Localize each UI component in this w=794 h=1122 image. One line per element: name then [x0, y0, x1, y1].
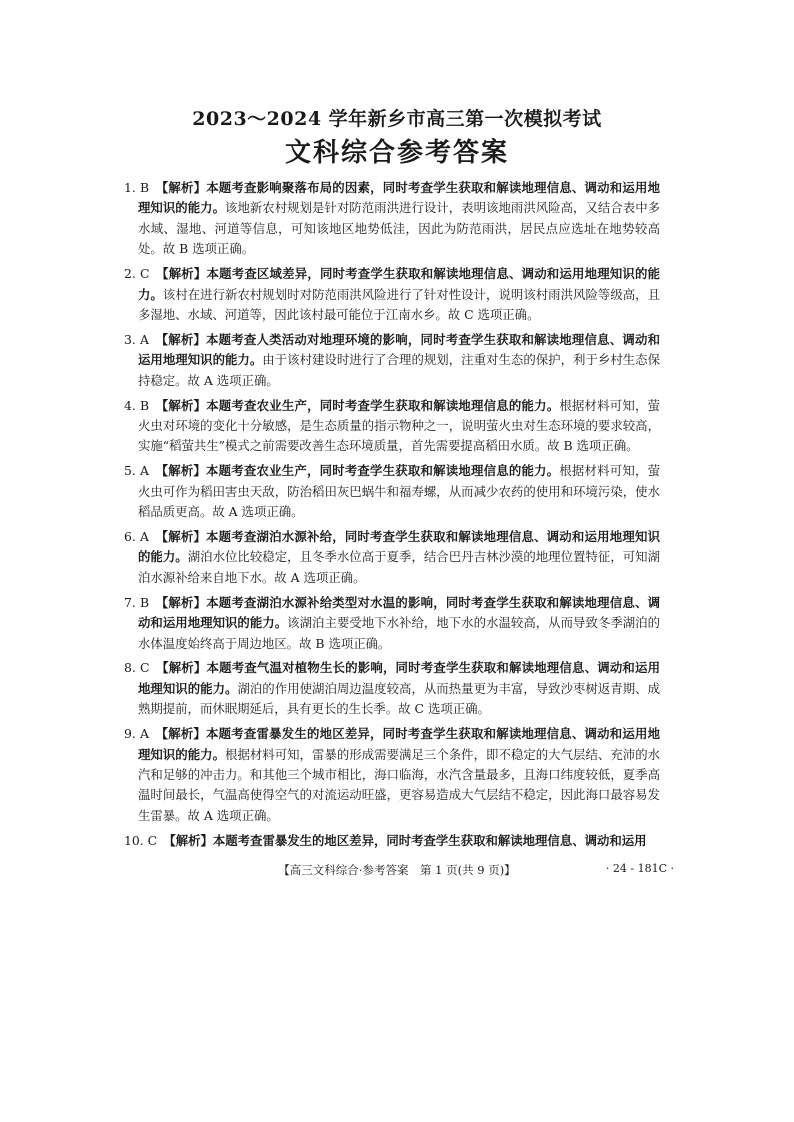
exam-title: 2023～2024 学年新乡市高三第一次模拟考试 [192, 108, 602, 130]
answer-body: 该村在进行新农村规划时对防范雨洪风险进行了针对性设计，说明该村雨洪风险等级高，且多湿地、水域、河道等，因此该村最可能位于江南水乡。故 C 选项正确。 [138, 286, 660, 322]
answer-number: 8. C [124, 660, 150, 676]
answer-item-9 [124, 724, 660, 826]
answer-item-5 [124, 461, 660, 522]
answer-focus: 本题考查湖泊水源补给，同时考查学生获取和解读地理信息、调动和运用地理知识的能力。 [138, 529, 660, 565]
answer-number: 9. A [124, 726, 149, 742]
analysis-tag: 【解析】 [162, 660, 207, 676]
answer-item-2 [124, 264, 660, 325]
answer-focus: 本题考查人类活动对地理环境的影响，同时考查学生获取和解读地理信息、调动和运用地理知识的能力。 [138, 331, 660, 368]
answer-item-3 [124, 330, 660, 391]
answer-item-6 [124, 527, 660, 588]
answer-body: 根据材料可知，萤火虫对环境的变化十分敏感，是生态质量的指示物种之一，说明萤火虫对生态环境的要求较高，实施“稻萤共生”模式之前需要改善生态环境质量，首先需要提高稻田水质。故 B 选项正确。 [138, 397, 661, 454]
analysis-tag: 【解析】 [161, 594, 207, 610]
answer-number: 7. B [124, 594, 150, 610]
footer-page-info: 【高三文科综合·参考答案 第 1 页(共 9 页)】 [278, 863, 516, 877]
analysis-tag: 【解析】 [161, 726, 207, 742]
answer-number: 1. B [124, 180, 150, 195]
answer-item-7 [124, 593, 660, 654]
answer-body: 根据材料可知，萤火虫可作为稻田害虫天敌，防治稻田灰巴蜗牛和福寿螺，从而减少农药的使用和环境污染，使水稻品质更高。故 A 选项正确。 [138, 463, 660, 520]
analysis-tag: 【解析】 [169, 832, 213, 848]
answer-focus: 本题考查农业生产，同时考查学生获取和解读地理信息的能力。 [206, 463, 560, 479]
answer-body: 该地新农村规划是针对防范雨洪进行设计，表明该地雨洪风险高，又结合表中多水域、湿地、河道等信息，可知该地区地势低洼，因此为防范雨洪，居民点应选址在地势较高处。故 B 选项正确。 [138, 200, 661, 257]
answer-number: 4. B [124, 397, 150, 413]
answer-number: 2. C [124, 266, 150, 282]
answer-item-4 [124, 396, 660, 457]
answer-item-10 [124, 831, 660, 851]
answer-body: 根据材料可知，雷暴的形成需要满足三个条件，即不稳定的大气层结、充沛的水汽和足够的冲击力。和其他三个城市相比，海口临海，水汽含量最多，且海口纬度较低，夏季高温时间最长，气温高使得空气的对流运动旺盛，更容易造成大气层结不稳定，因此海口最容易发生雷暴。故 A 选项正确。 [138, 746, 661, 823]
page-footer [0, 862, 794, 882]
answer-number: 10. C [124, 832, 158, 848]
answer-item-8 [124, 658, 660, 719]
answer-focus: 本题考查区域差异，同时考查学生获取和解读地理信息、调动和运用地理知识的能力。 [138, 266, 661, 302]
answer-body: 湖泊水位比较稳定，且冬季水位高于夏季，结合巴丹吉林沙漠的地理位置特征，可知湖泊水源补给来自地下水。故 A 选项正确。 [138, 549, 661, 585]
analysis-tag: 【解析】 [161, 397, 207, 413]
answer-focus: 本题考查气温对植物生长的影响，同时考查学生获取和解读地理信息、调动和运用地理知识的能力。 [138, 660, 661, 696]
answer-focus: 本题考查农业生产，同时考查学生获取和解读地理信息的能力。 [206, 397, 560, 413]
answer-focus: 本题考查雷暴发生的地区差异，同时考查学生获取和解读地理信息、调动和运用 [212, 832, 647, 848]
analysis-tag: 【解析】 [161, 529, 207, 544]
footer-code: · 24 - 181C · [605, 862, 674, 875]
answer-list [124, 178, 660, 856]
answer-number: 5. A [124, 463, 149, 479]
answer-number: 3. A [124, 331, 149, 347]
analysis-tag: 【解析】 [162, 266, 207, 282]
analysis-tag: 【解析】 [161, 180, 207, 195]
answer-item-1 [124, 178, 660, 260]
answer-focus: 本题考查影响聚落布局的因素，同时考查学生获取和解读地理信息、调动和运用地理知识的能力。 [138, 180, 660, 216]
answer-number: 6. A [124, 529, 149, 544]
answer-focus: 本题考查雷暴发生的地区差异，同时考查学生获取和解读地理信息、调动和运用地理知识的能力。 [138, 726, 660, 762]
answer-body: 该湖泊主要受地下水补给，地下水的水温较高，从而导致冬季湖泊的水体温度始终高于周边地区。故 B 选项正确。 [138, 615, 661, 651]
answer-focus: 本题考查湖泊水源补给类型对水温的影响，同时考查学生获取和解读地理信息、调动和运用地理知识的能力。 [138, 594, 660, 631]
analysis-tag: 【解析】 [161, 463, 207, 479]
document-title: 文科综合参考答案 [284, 138, 509, 168]
analysis-tag: 【解析】 [161, 331, 207, 347]
answer-body: 由于该村建设时进行了合理的规划，注重对生态的保护，利于乡村生态保持稳定。故 A 选项正确。 [138, 352, 661, 388]
answer-body: 湖泊的作用使湖泊周边温度较高，从而热量更为丰富，导致沙枣树返青期、成熟期提前，而休眠期延后，具有更长的生长季。故 C 选项正确。 [138, 680, 661, 717]
